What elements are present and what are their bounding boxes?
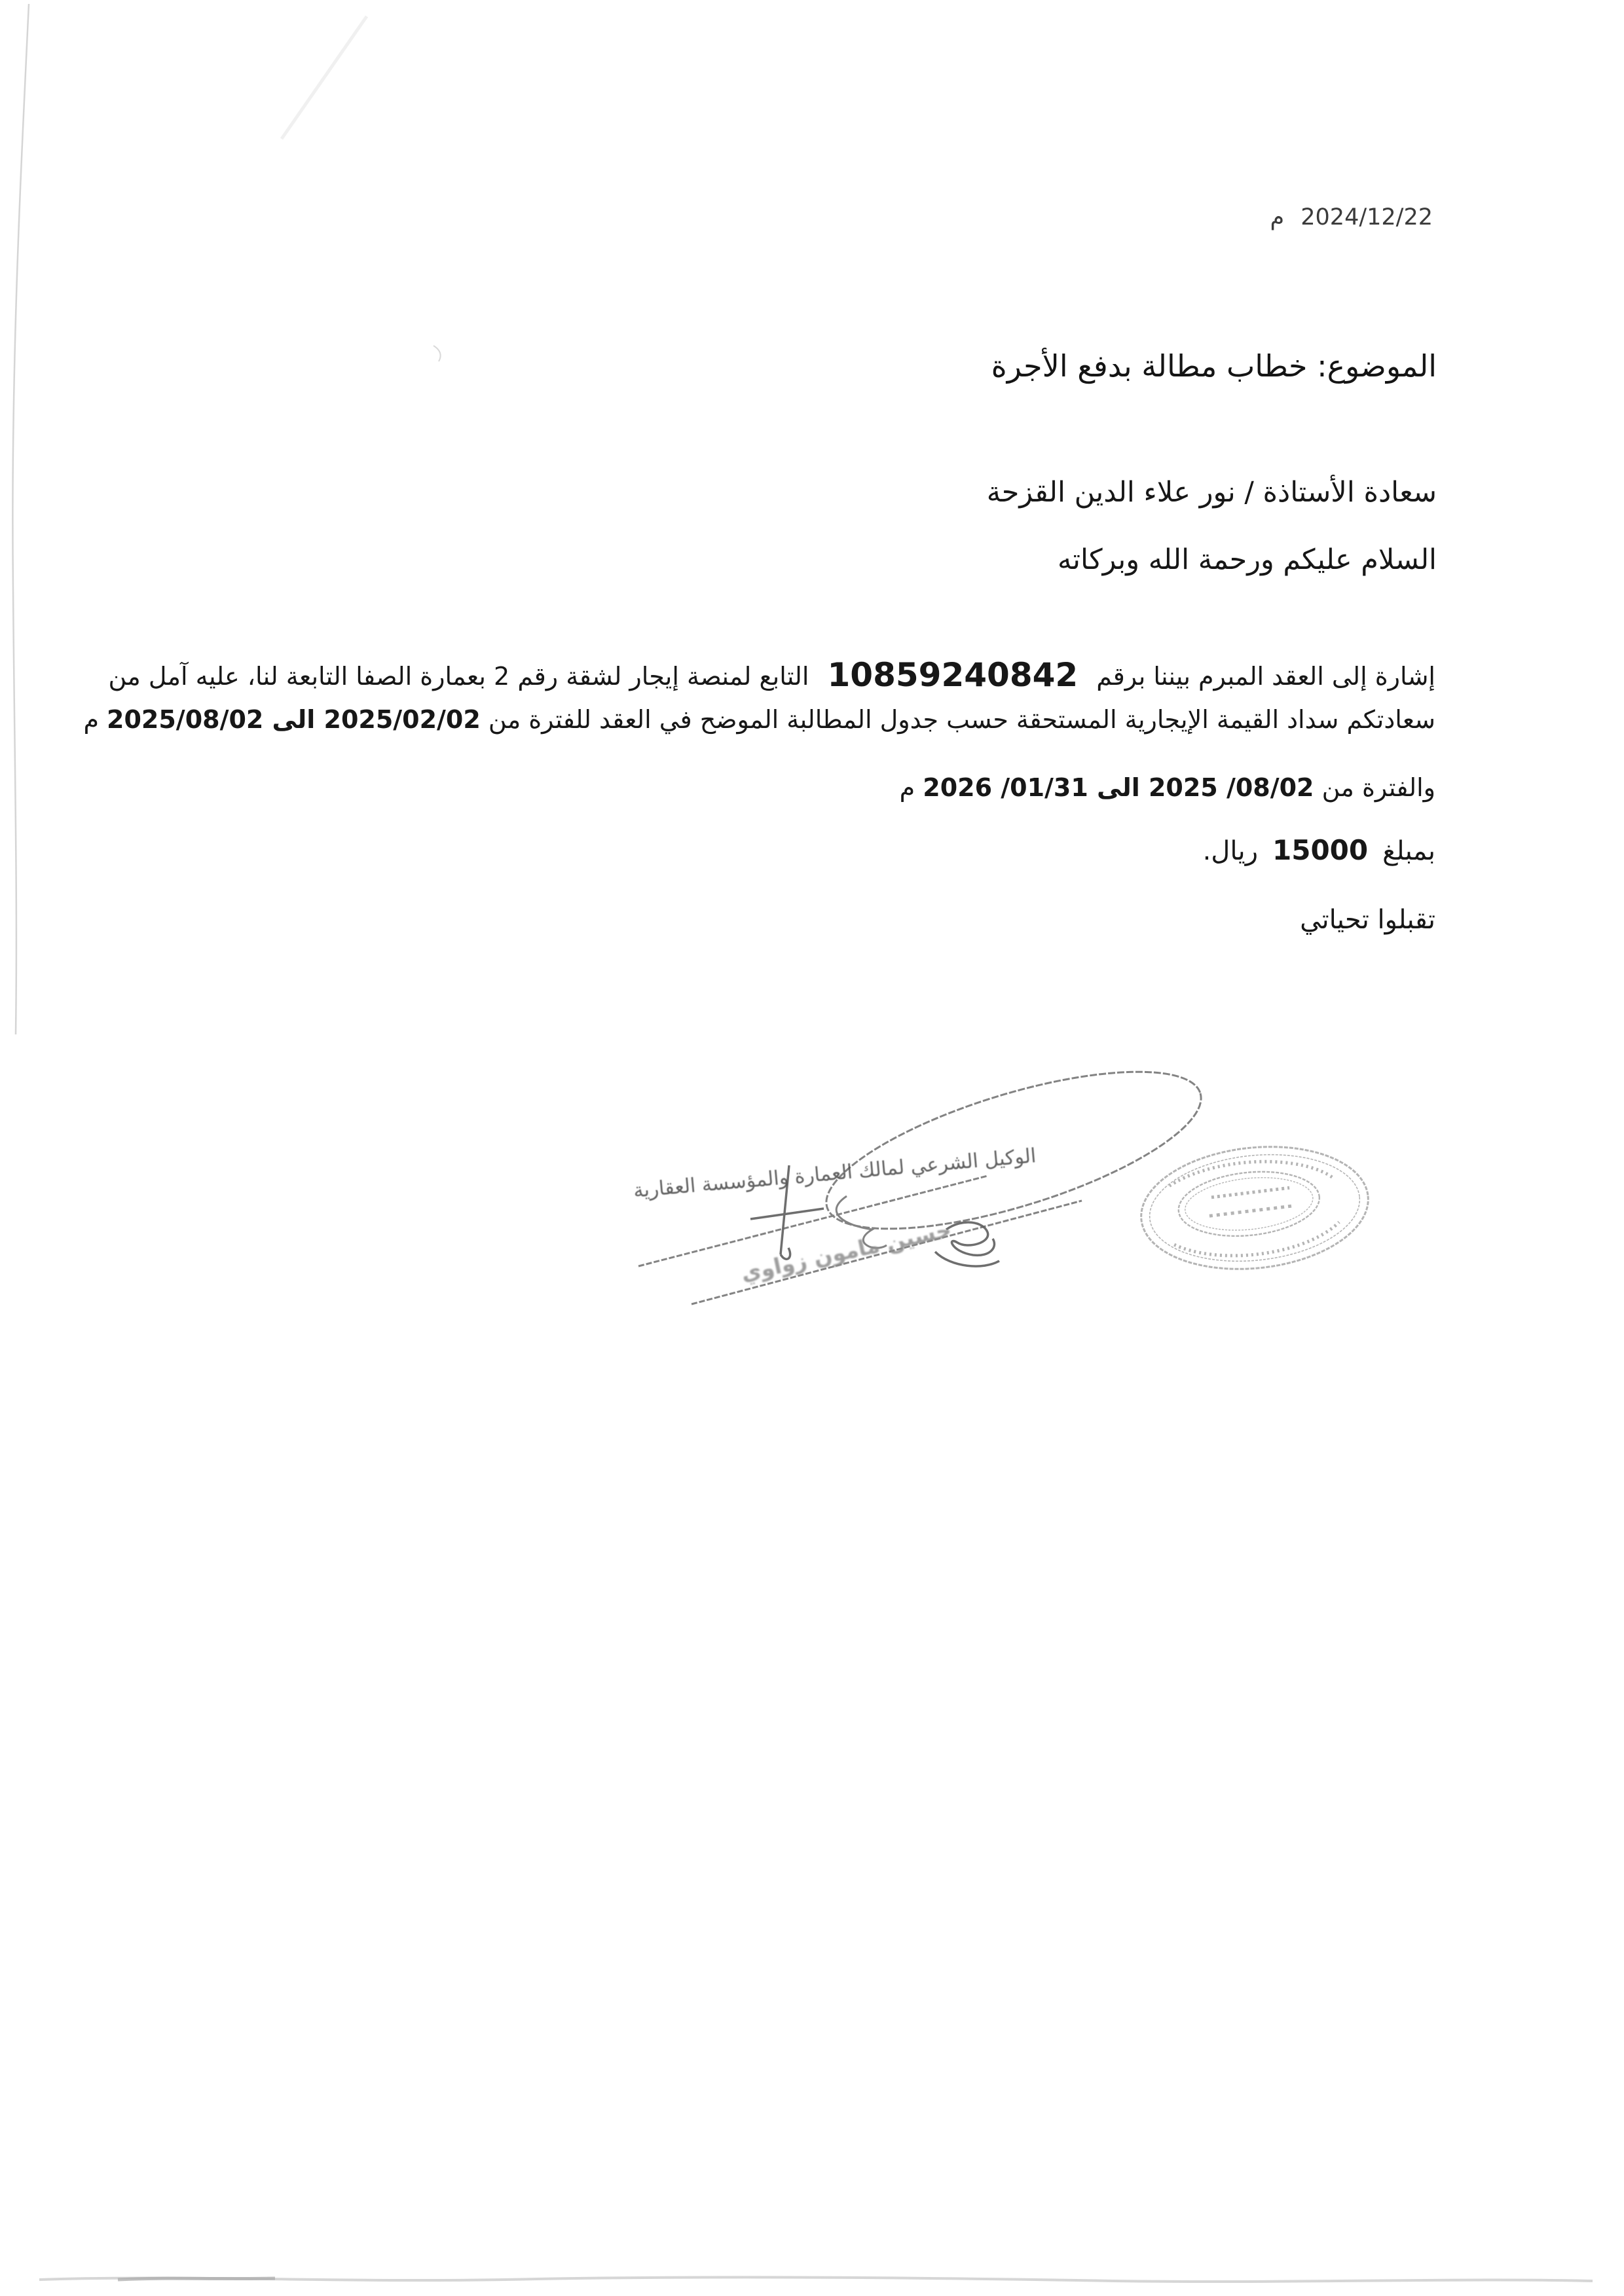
signer-name-handwriting: حسين مامون زواوي — [738, 1216, 954, 1286]
rental-period-1: 2025/02/02 الى 2025/08/02 — [107, 705, 481, 734]
signature-initial-sweep — [935, 1252, 999, 1266]
body-line-3 — [900, 765, 1435, 810]
addressee-line: سعادة الأستاذة / نور علاء الدين القزحة — [986, 476, 1437, 509]
subject-line: الموضوع: خطاب مطالة بدفع الأجرة — [991, 348, 1437, 384]
amount-line — [1203, 828, 1435, 873]
agent-title-handwriting: الوكيل الشرعي لمالك العمارة والمؤسسة العقارية — [632, 1144, 1037, 1203]
contract-number: 10859240842 — [827, 656, 1079, 694]
bottom-edge-shadow — [118, 2278, 275, 2280]
stamp-center-text-row-1 — [1211, 1188, 1290, 1197]
stamp-outer-ring-inner — [1145, 1145, 1365, 1271]
body-line-3-text: والفترة من — [1314, 773, 1435, 802]
amount-label: بمبلغ — [1382, 836, 1435, 866]
body-line-1 — [108, 653, 1435, 699]
stamp-inner-ellipse — [1175, 1165, 1323, 1243]
stamp-outer-ring — [1135, 1136, 1374, 1279]
amount-currency: ريال. — [1202, 836, 1259, 866]
stamp-bottom-text-arc — [1173, 1222, 1341, 1263]
signature-cross-horizontal — [750, 1209, 824, 1219]
bottom-torn-edge — [39, 2277, 1593, 2282]
body-line-3-tail: م — [899, 773, 923, 802]
body-line-2-tail: م — [83, 705, 107, 734]
left-edge-fold-line — [12, 4, 29, 1034]
body-line-1-text: إشارة إلى العقد المبرم بيننا برقم — [1088, 662, 1435, 691]
stamp-top-text-arc — [1168, 1154, 1333, 1195]
rental-period-2: 08/02/ 2025 الى 01/31/ 2026 — [923, 773, 1314, 802]
body-line-1-tail: التابع لمنصة إيجار لشقة رقم 2 بعمارة الصفا التابعة لنا، عليه آمل من — [108, 662, 817, 691]
official-stamp — [1135, 1136, 1374, 1279]
stamp-inner-ellipse-2 — [1183, 1172, 1316, 1236]
small-scratch — [434, 346, 441, 361]
amount-value: 15000 — [1272, 834, 1369, 866]
top-left-smudge — [282, 16, 367, 139]
body-line-2 — [83, 697, 1435, 742]
letter-date: 2024/12/22 م — [1270, 204, 1433, 230]
signature-initial-loop — [946, 1222, 994, 1255]
body-line-2-text: سعادتكم سداد القيمة الإيجارية المستحقة حسب جدول المطالبة الموضح في العقد للفترة من — [480, 705, 1435, 734]
closing-line: تقبلوا تحياتي — [1300, 905, 1435, 935]
greeting-line: السلام عليكم ورحمة الله وبركاته — [1057, 543, 1437, 576]
stamp-center-text-row-2 — [1209, 1206, 1294, 1216]
